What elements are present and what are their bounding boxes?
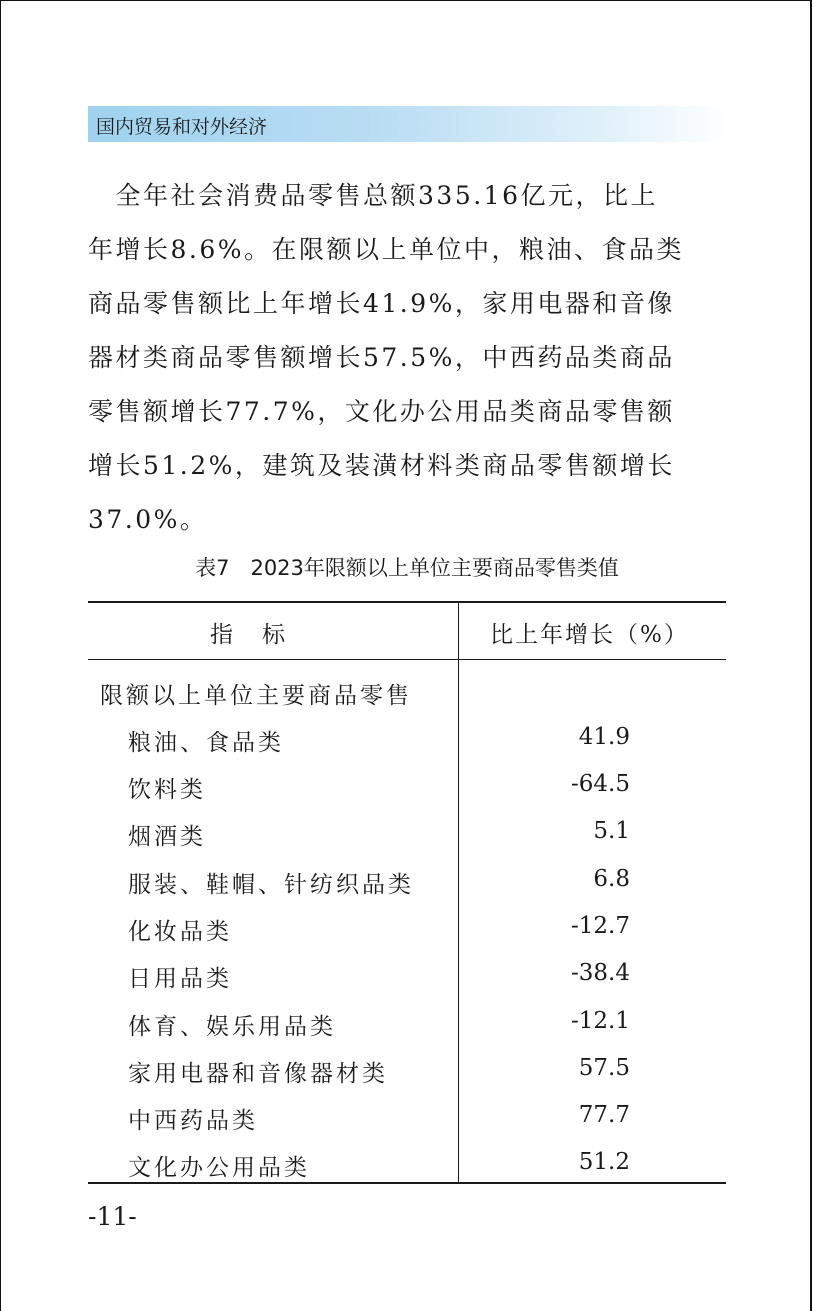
paragraph-line: 增长51.2%，建筑及装潢材料类商品零售额增长 — [88, 451, 675, 480]
table-row-label: 家用电器和音像器材类 — [128, 1061, 388, 1087]
page-edge-left — [0, 0, 1, 1311]
table-row-value: 5.1 — [593, 818, 630, 844]
table-top-rule — [88, 601, 726, 603]
page-edge-top — [0, 0, 812, 1]
table-row-value: -64.5 — [571, 771, 630, 797]
paragraph-line: 商品零售额比上年增长41.9%，家用电器和音像 — [88, 289, 675, 318]
table-row-value: 77.7 — [578, 1102, 630, 1128]
table-row-label: 化妆品类 — [128, 919, 232, 945]
table-row-label: 体育、娱乐用品类 — [128, 1014, 336, 1040]
table-row-value: 6.8 — [593, 866, 630, 892]
table-row-label: 饮料类 — [128, 777, 206, 803]
column-header-growth: 比上年增长（%） — [490, 622, 689, 648]
table-row-label: 中西药品类 — [128, 1108, 258, 1134]
table-bottom-rule — [88, 1182, 726, 1184]
table-row-value: -12.1 — [571, 1008, 630, 1034]
table-row-label: 粮油、食品类 — [128, 730, 284, 756]
table-row-value: -38.4 — [571, 960, 630, 986]
page-edge-right — [810, 0, 812, 1311]
table-column-divider — [458, 601, 459, 1183]
paragraph-line: 零售额增长77.7%，文化办公用品类商品零售额 — [88, 397, 675, 426]
paragraph-line: 全年社会消费品零售总额335.16亿元，比上 — [88, 181, 658, 210]
table-row-value: -12.7 — [571, 913, 630, 939]
table-row-value: 57.5 — [578, 1055, 630, 1081]
column-header-indicator: 指 标 — [210, 622, 288, 648]
table-row-label: 日用品类 — [128, 966, 232, 992]
table-row-label: 限额以上单位主要商品零售 — [100, 683, 412, 709]
page-number: -11- — [88, 1202, 137, 1231]
paragraph-line: 37.0%。 — [88, 505, 208, 534]
table-row-label: 文化办公用品类 — [128, 1155, 310, 1181]
paragraph-line: 器材类商品零售额增长57.5%，中西药品类商品 — [88, 343, 675, 372]
table-row-value: 51.2 — [578, 1149, 630, 1175]
table-row-value: 41.9 — [578, 724, 630, 750]
table-title: 表7 2023年限额以上单位主要商品零售类值 — [195, 556, 619, 580]
table-row-label: 烟酒类 — [128, 824, 206, 850]
paragraph-line: 年增长8.6%。在限额以上单位中，粮油、食品类 — [88, 235, 685, 264]
section-title: 国内贸易和对外经济 — [96, 116, 268, 138]
table-header-rule — [88, 659, 726, 660]
table-row-label: 服装、鞋帽、针纺织品类 — [128, 872, 414, 898]
section-header — [88, 106, 728, 142]
